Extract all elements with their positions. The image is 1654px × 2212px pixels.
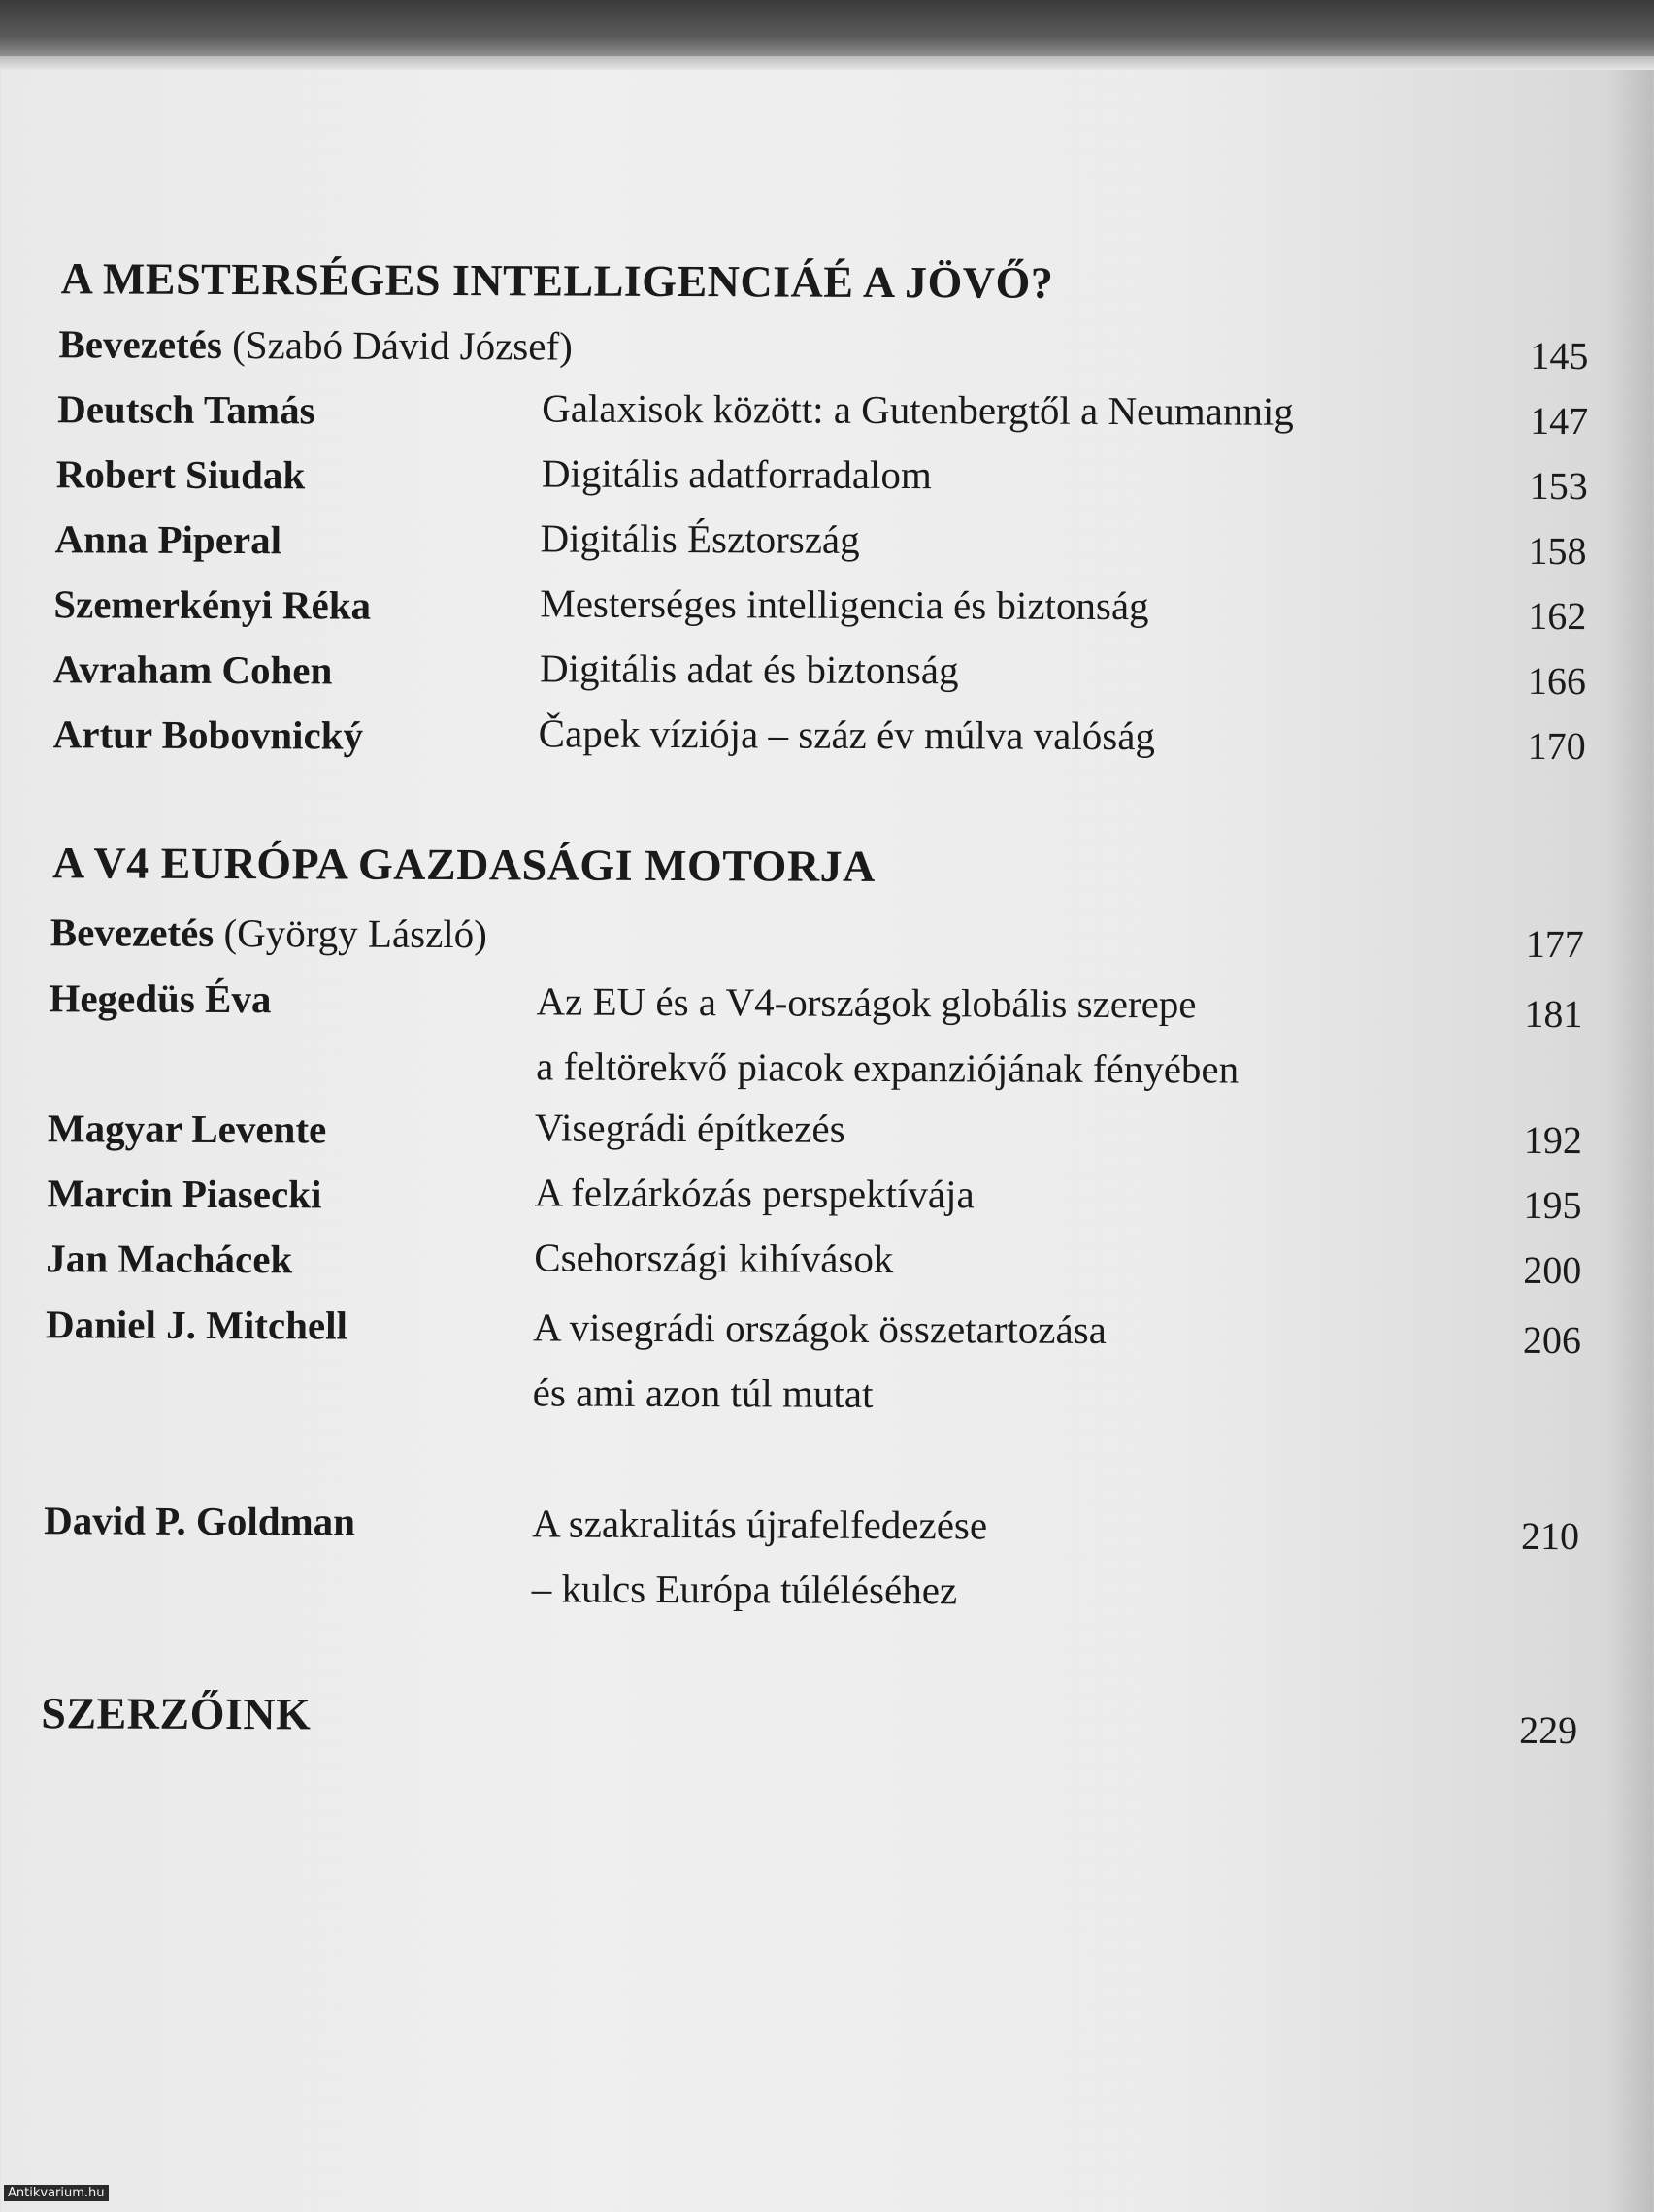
entry-title-line: Az EU és a V4-országok globális szerepe: [536, 978, 1197, 1027]
toc-entry: [0, 1687, 1646, 1752]
entry-author: David P. Goldman: [44, 1498, 356, 1544]
entry-title: Digitális adatforradalom: [541, 450, 932, 498]
entry-title: Čapek víziója – száz év múlva valóság: [538, 710, 1156, 759]
entry-title: Csehországi kihívások: [534, 1235, 894, 1282]
entry-page-number: 162: [1528, 593, 1587, 639]
entry-author: Hegedüs Éva: [49, 975, 272, 1022]
watermark: Antikvarium.hu: [4, 2185, 109, 2201]
entry-author-label: Bevezetés: [58, 321, 223, 368]
entry-title: [532, 1491, 988, 1623]
toc-entry: [0, 710, 1651, 776]
toc-entry: [0, 1105, 1649, 1170]
entry-author: [58, 320, 573, 369]
toc-entry: [0, 1497, 1647, 1613]
entry-title: Digitális Észtország: [540, 515, 860, 562]
entry-title: Visegrádi építkezés: [534, 1105, 845, 1151]
entry-author: Daniel J. Mitchell: [45, 1302, 348, 1348]
toc-entry: [0, 320, 1653, 385]
entry-title-line: és ami azon túl mutat: [532, 1370, 874, 1416]
entry-title: A felzárkózás perspektívája: [534, 1170, 975, 1217]
entry-page-number: 145: [1530, 333, 1589, 379]
entry-page-number: 170: [1527, 723, 1586, 769]
entry-author: Robert Siudak: [55, 451, 306, 498]
entry-page-number: 166: [1527, 658, 1587, 704]
entry-title-line: A visegrádi országok összetartozása: [532, 1304, 1108, 1352]
entry-author: Jan Machácek: [46, 1236, 293, 1282]
toc-entry: [0, 974, 1650, 1092]
entry-title: [533, 1295, 1107, 1428]
entry-author: Anna Piperal: [54, 516, 282, 563]
entry-page-number: 147: [1530, 398, 1589, 444]
entry-author: [50, 908, 487, 957]
toc-entry: [0, 450, 1652, 515]
section-heading: A V4 EURÓPA GAZDASÁGI MOTORJA: [52, 838, 876, 891]
section-heading: SZERZŐINK: [41, 1688, 312, 1739]
entry-author: Magyar Levente: [47, 1106, 327, 1152]
entry-title-line: A szakralitás újrafelfedezése: [532, 1501, 988, 1548]
entry-title: Mesterséges intelligencia és biztonság: [540, 580, 1149, 629]
entry-page-number: 210: [1521, 1513, 1580, 1559]
toc-entry: [0, 1170, 1649, 1235]
entry-author-note: (György László): [223, 910, 487, 957]
entry-page-number: 206: [1522, 1317, 1582, 1363]
entry-page-number: 158: [1528, 528, 1587, 574]
toc-entry: [0, 1301, 1648, 1416]
toc-entry: [0, 385, 1652, 450]
entry-author: Artur Bobovnický: [52, 711, 364, 758]
entry-page-number: 192: [1523, 1117, 1582, 1163]
entry-page-number: 181: [1524, 991, 1583, 1037]
entry-title: [536, 969, 1240, 1102]
entry-author: Deutsch Tamás: [57, 386, 315, 433]
entry-title-line: – kulcs Európa túléléséhez: [531, 1566, 958, 1613]
toc-entry: [0, 515, 1652, 580]
entry-author: Szemerkényi Réka: [53, 581, 372, 628]
entry-author: Marcin Piasecki: [47, 1171, 322, 1217]
entry-title: Digitális adat és biztonság: [539, 645, 959, 693]
entry-page-number: 195: [1523, 1182, 1582, 1228]
entry-author: Avraham Cohen: [52, 646, 333, 693]
entry-author-note: (Szabó Dávid József): [232, 322, 573, 369]
toc-entry: [0, 580, 1651, 645]
entry-page-number: 153: [1529, 463, 1588, 509]
toc-entry: [0, 908, 1650, 974]
entry-page-number: 229: [1519, 1707, 1578, 1753]
entry-page-number: 200: [1523, 1247, 1582, 1293]
entry-title: Galaxisok között: a Gutenbergtől a Neumannig: [542, 385, 1294, 434]
entry-title-line: a feltörekvő piacok expanziójának fényében: [536, 1043, 1240, 1092]
section-heading: A MESTERSÉGES INTELLIGENCIÁÉ A JÖVŐ?: [60, 253, 1054, 308]
entry-author-label: Bevezetés: [50, 909, 215, 955]
entry-page-number: 177: [1525, 921, 1584, 967]
toc-entry: [0, 645, 1651, 710]
toc-entry: [0, 1235, 1648, 1300]
